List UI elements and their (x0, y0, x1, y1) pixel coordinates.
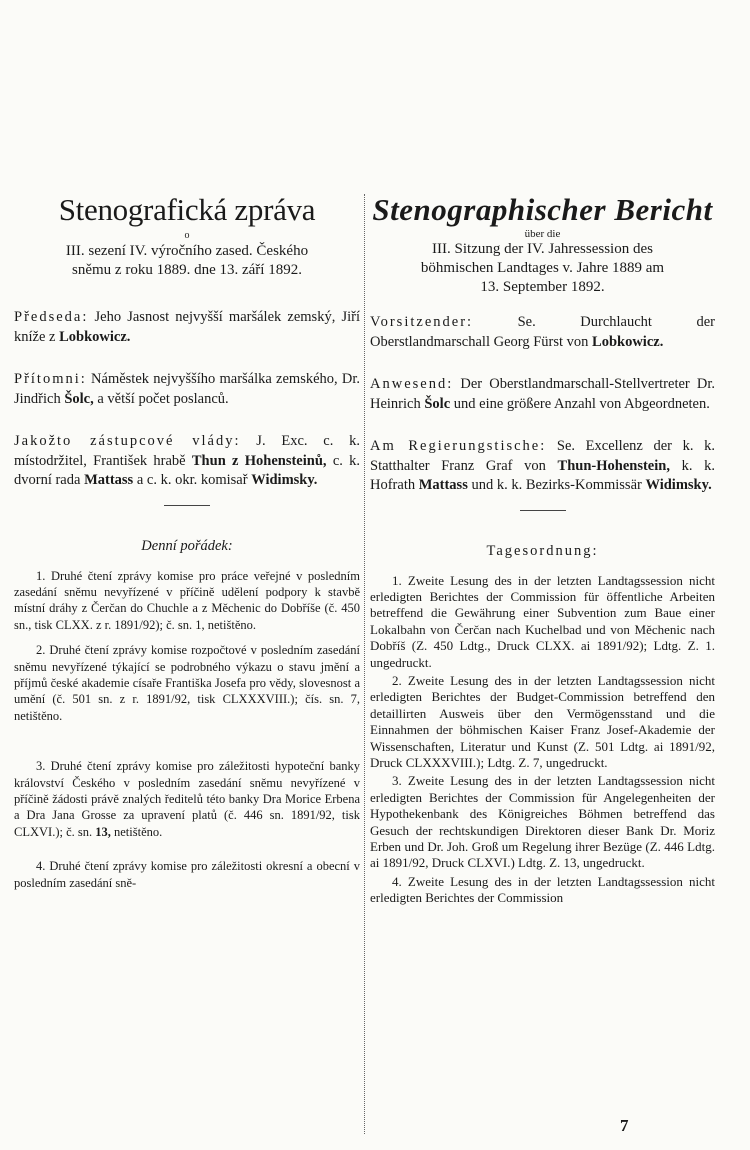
czech-present-tail: a větší počet poslanců. (97, 390, 229, 407)
czech-present-name: Šolc, (64, 390, 94, 407)
czech-government (14, 432, 360, 491)
czech-agenda-item-4: 4. Druhé čtení zprávy komise pro záležitosti okresní a obecní v posledním zasedání sně- (14, 859, 360, 890)
czech-agenda-item-1: 1. Druhé čtení zprávy komise pro práce veřejné v posledním zasedání sněmu nevyřízené v příčině udělení podpory k stavbě místní dráhy z Čerčan do Chuchle a z Měchenic do Dobříše (č. 450 sn., tisk CLXX. z r. 1891/92); č. sn. 1, netištěno. (14, 568, 360, 632)
czech-government-name-2: Mattass (84, 472, 134, 488)
german-presiding (370, 313, 715, 352)
czech-present-label: Přítomni: (14, 371, 87, 387)
column-divider (364, 194, 365, 1134)
czech-subtitle-line-2: sněmu z roku 1889. dne 13. září 1892. (72, 262, 302, 278)
czech-present (14, 370, 360, 409)
czech-agenda-item-3 (14, 758, 360, 840)
czech-agenda-item-3-tail: netištěno. (114, 824, 163, 839)
czech-presiding-label: Předseda: (14, 309, 89, 325)
german-government-name-2: Mattass (418, 477, 468, 493)
german-subtitle-line-3: 13. September 1892. (480, 279, 605, 295)
german-title: Stenographischer Bericht (372, 192, 713, 227)
german-government-label: Am Regierungstische: (370, 438, 547, 454)
czech-present-text: Náměstek nejvyššího maršálka zemského, Dr. Jindřich (14, 371, 361, 407)
czech-presiding-text: Jeho Jasnost nejvyšší maršálek zemský, Jiří kníže z (14, 309, 360, 345)
german-present-label: Anwesend: (370, 376, 454, 392)
czech-government-name-1: Thun z Hohensteinů, (191, 452, 327, 469)
czech-government-name-3: Widimsky. (251, 472, 318, 488)
german-government-name-1: Thun-Hohenstein, (557, 457, 670, 474)
czech-agenda-item-3-text: 3. Druhé čtení zprávy komise pro záležitosti hypoteční banky království Českého v posledním zasedání sněmu nevyřízené v příčině žádosti právě znalých ředitelů této banky Dra Morice Erbena a Dra Jana Grosse za upravení platů (č. 446 sn. 1891/92, tisk CLXVI.); č. sn. (14, 759, 360, 839)
german-subtitle-line-1: III. Sitzung der IV. Jahressession des (432, 241, 653, 257)
german-small-line: über die (524, 228, 561, 240)
german-present-name: Šolc (424, 395, 451, 412)
czech-title: Stenografická zpráva (58, 192, 316, 227)
german-column (370, 190, 715, 907)
czech-government-text: J. Exc. c. k. místodržitel, František hrabě (14, 433, 361, 469)
czech-government-mid: c. k. dvorní rada (14, 452, 361, 488)
page-number: 7 (620, 1116, 629, 1135)
czech-ornament: o (184, 230, 190, 241)
german-government-mid-2: und k. k. Bezirks-Kommissär (471, 477, 642, 493)
czech-government-label: Jakožto zástupcové vlády: (14, 433, 241, 449)
german-agenda-item-4: 4. Zweite Lesung des in der letzten Landtagssession nicht erledigten Berichtes der Commission (370, 873, 715, 906)
czech-agenda-item-2: 2. Druhé čtení zprávy komise rozpočtové v posledním zasedání sněmu nevyřízené týkající se podrobného výkazu o stavu jmění a příjmů české akademie císaře Františka Josefa pro vědy, slovesnost a umění (č. 501 sn. z r. 1891/92, tisk CLXXXVIII.); čís. sn. 7, netištěno. (14, 643, 360, 723)
czech-agenda-heading: Denní pořádek: (141, 537, 233, 554)
german-government-text: Se. Excellenz der k. k. Statthalter Franz Graf von (370, 438, 715, 474)
czech-presiding (14, 308, 360, 347)
german-government-name-3: Widimsky. (645, 477, 712, 493)
german-agenda-item-3: 3. Zweite Lesung des in der letzten Landtagssession nicht erledigten Berichtes der Commission für Angelegenheiten der Hypothekenbank des Königreiches Böhmen betreffend das Gesuch der rechtskundigen Direktoren dieser Bank Dr. Moriz Erben und Dr. Joh. Groß um Regelung ihrer Bezüge (Z. 446 Ldtg. ai 1891/92, Druck CLXVI.) Ldtg. Z. 13, ungedruckt. (370, 773, 715, 871)
czech-government-mid-2: a c. k. okr. komisař (136, 472, 248, 488)
german-rule (520, 510, 566, 511)
czech-presiding-name: Lobkowicz. (59, 328, 131, 345)
german-present (370, 375, 715, 414)
german-agenda-item-1: 1. Zweite Lesung des in der letzten Landtagssession nicht erledigten Berichtes der Commission für öffentliche Arbeiten betreffend die Gewährung einer Subvention zum Baue einer Lokalbahn von Čerčan nach Kuchelbad und von Měchenic nach Dobříš (Z. 450 Ldtg., Druck CLXX. ai 1891/92); Ldtg. Z. 1. ungedruckt. (370, 572, 715, 670)
german-presiding-text: Se. Durchlaucht der Oberstlandmarschall Georg Fürst von (370, 314, 715, 350)
german-present-text: Der Oberstlandmarschall-Stellvertreter Dr. Heinrich (370, 376, 715, 412)
german-agenda-heading: Tagesordnung: (486, 542, 599, 559)
czech-subtitle-line-1: III. sezení IV. výročního zased. Českého (65, 243, 309, 259)
czech-agenda-list (14, 568, 360, 892)
german-agenda-item-2: 2. Zweite Lesung des in der letzten Landtagssession nicht erledigten Berichtes der Budget-Commission betreffend den detaillirten Ausweis über den Vermögensstand und die Einnahmen der böhmischen Kaiser Franz Josef-Akademie der Wissenschaften, Literatur und Kunst (Z. 501 Ldtg. ai 1891/92, Druck CLXXXVIII.); Ldtg. Z. 7, ungedruckt. (370, 672, 715, 770)
german-present-tail: und eine größere Anzahl von Abgeordneten. (453, 395, 710, 412)
german-agenda-list (370, 573, 715, 907)
german-government-mid: k. k. Hofrath (370, 457, 716, 493)
german-government (370, 437, 715, 496)
german-presiding-label: Vorsitzender: (370, 314, 474, 330)
czech-agenda-item-3-number: 13, (95, 824, 111, 839)
czech-rule (164, 505, 210, 506)
czech-column (14, 190, 360, 891)
german-subtitle-line-2: böhmischen Landtages v. Jahre 1889 am (420, 260, 665, 276)
german-presiding-name: Lobkowicz. (592, 333, 664, 350)
